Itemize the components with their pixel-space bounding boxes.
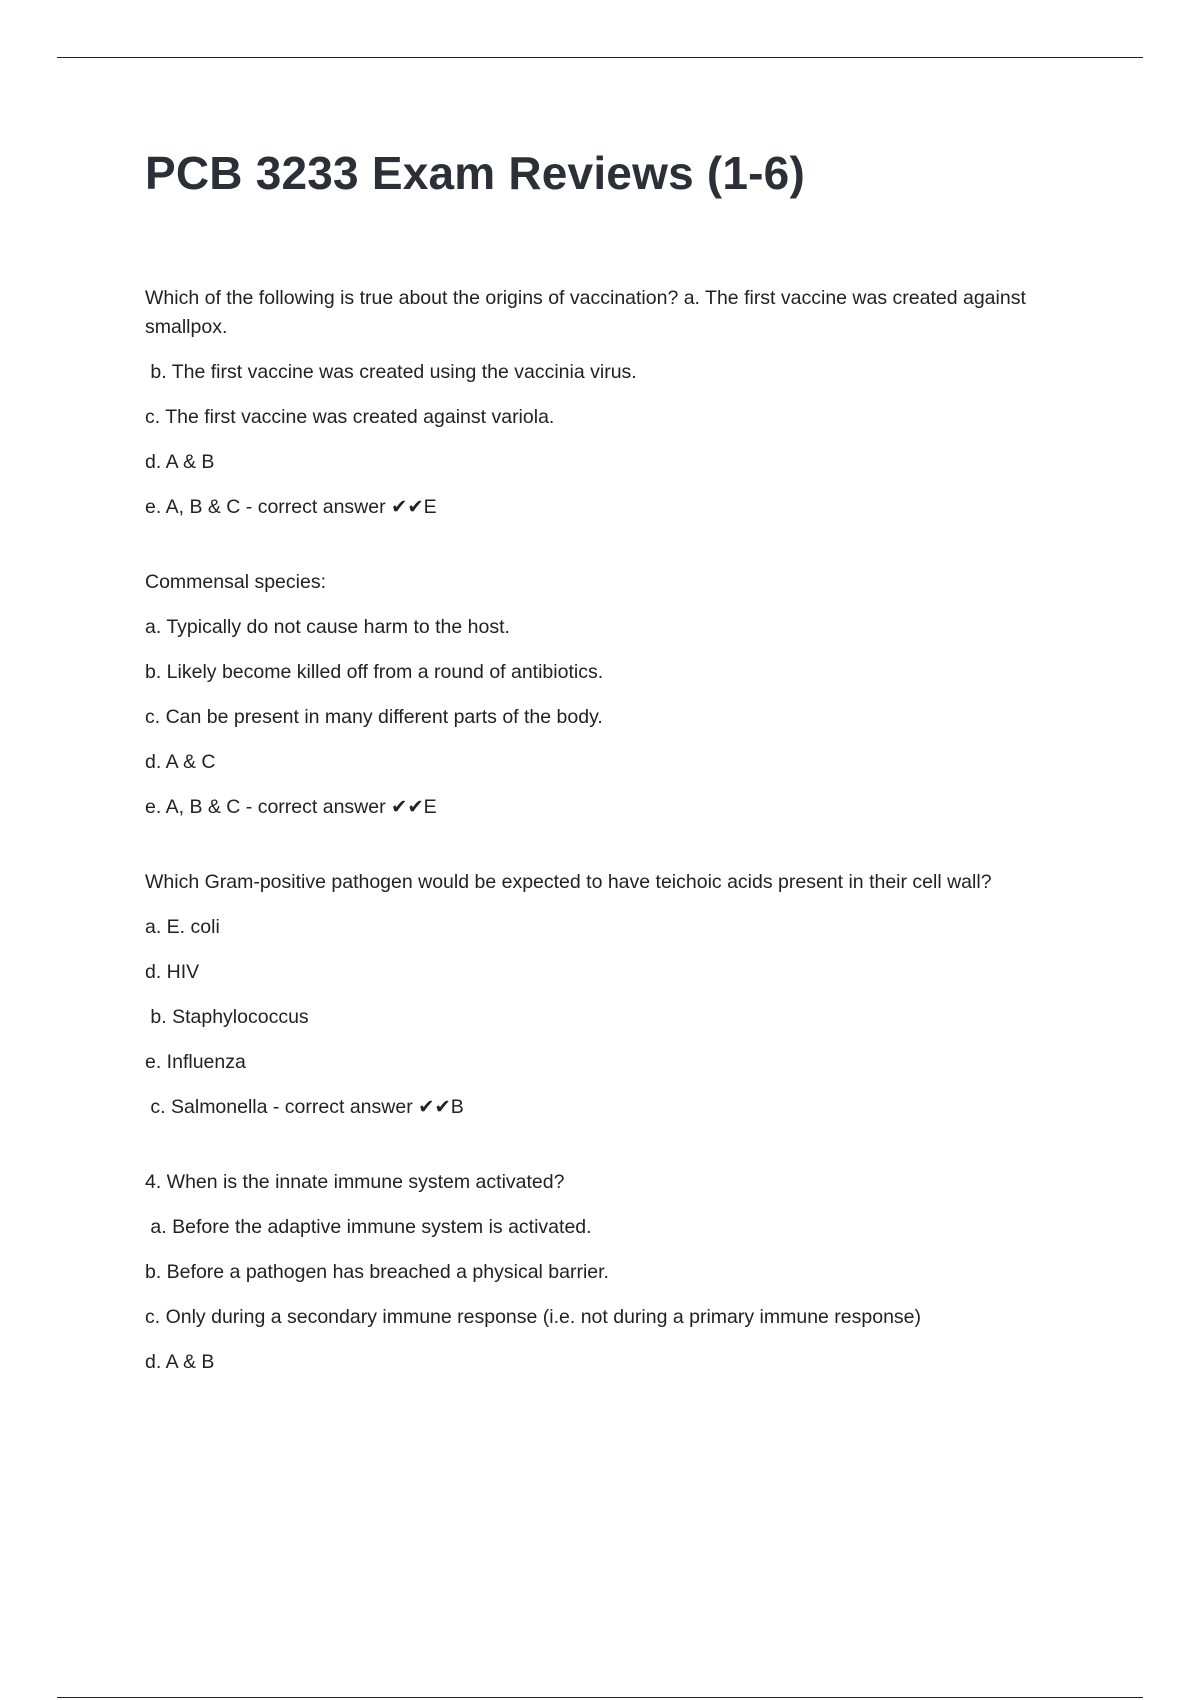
question-1-stem: Which of the following is true about the origins of vaccination? a. The first vaccine was created against smallpox.: [145, 287, 1032, 338]
question-3-option-e: e. Influenza: [145, 1051, 246, 1073]
question-3-answer: c. Salmonella - correct answer ✔✔B: [145, 1096, 464, 1118]
question-list: [145, 284, 1075, 1377]
question-4-option-d: d. A & B: [145, 1351, 215, 1373]
question-4-option-a: a. Before the adaptive immune system is activated.: [145, 1216, 592, 1238]
question-1-option-c: c. The first vaccine was created against variola.: [145, 406, 555, 428]
question-2-answer: e. A, B & C - correct answer ✔✔E: [145, 796, 437, 818]
question-4: [145, 1168, 1075, 1377]
question-3: [145, 868, 1075, 1122]
question-3-option-b: b. Staphylococcus: [145, 1006, 309, 1028]
question-3-option-a: a. E. coli: [145, 916, 220, 938]
top-rule: [57, 57, 1143, 58]
question-4-stem: 4. When is the innate immune system activated?: [145, 1171, 565, 1193]
question-2-option-a: a. Typically do not cause harm to the host.: [145, 616, 510, 638]
question-3-option-d: d. HIV: [145, 961, 200, 983]
question-1-option-d: d. A & B: [145, 451, 215, 473]
document-body: [145, 140, 1075, 1423]
question-4-option-b: b. Before a pathogen has breached a physical barrier.: [145, 1261, 609, 1283]
question-2-option-c: c. Can be present in many different parts of the body.: [145, 706, 603, 728]
question-2: [145, 568, 1075, 822]
bottom-rule: [57, 1697, 1143, 1698]
question-1: [145, 284, 1075, 522]
question-3-stem: Which Gram-positive pathogen would be expected to have teichoic acids present in their cell wall?: [145, 871, 992, 893]
question-4-option-c: c. Only during a secondary immune response (i.e. not during a primary immune response): [145, 1306, 922, 1328]
question-2-option-b: b. Likely become killed off from a round of antibiotics.: [145, 661, 604, 683]
document-title: PCB 3233 Exam Reviews (1-6): [145, 147, 805, 199]
question-2-stem: Commensal species:: [145, 571, 326, 593]
question-2-option-d: d. A & C: [145, 751, 216, 773]
question-1-answer: e. A, B & C - correct answer ✔✔E: [145, 496, 437, 518]
question-1-option-b: b. The first vaccine was created using the vaccinia virus.: [145, 361, 637, 383]
